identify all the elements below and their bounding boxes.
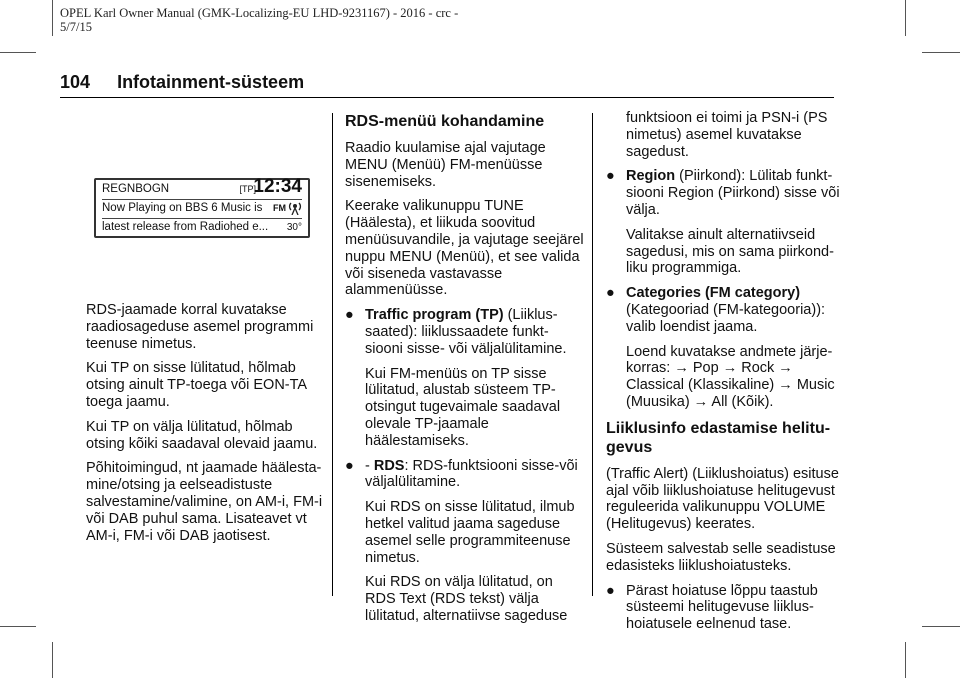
bullet-label: Traffic program (TP) — [365, 307, 504, 324]
print-header-line1: OPEL Karl Owner Manual (GMK-Localizing-EU LHD-9231167) - 2016 - crc - — [60, 6, 459, 20]
column-divider — [332, 113, 333, 596]
bullet-icon: ● — [606, 285, 615, 302]
crop-mark — [52, 642, 53, 678]
paragraph: funktsioon ei toimi ja PSN-i (PS nimetus) asemel kuvatakse sagedust. — [626, 110, 828, 160]
radiotext: latest release from Radiohed e... — [102, 221, 269, 233]
paragraph: Valitakse ainult alternatiivseid sagedusi, mis on sama piirkond-liku programmiga. — [626, 226, 834, 277]
crop-mark — [905, 0, 906, 36]
bullet-text: Pärast hoiatuse lõppu taastub süsteemi helitugevuse liiklus-hoiatusele eelnenud tase. — [626, 582, 818, 633]
paragraph: Süsteem salvestab selle seadistuse edasisteks liiklushoiatusteks. — [606, 540, 836, 574]
band-label: FM — [273, 203, 286, 213]
crop-mark — [52, 0, 53, 36]
bullet-label: RDS — [373, 457, 405, 474]
bullet-label: Region — [626, 168, 676, 185]
header-rule — [60, 97, 834, 98]
bullet-item — [606, 168, 842, 218]
crop-mark — [922, 52, 960, 53]
print-header — [60, 6, 458, 34]
paragraph: Kui TP on välja lülitatud, hõlmab otsing kõiki saadaval olevaid jaamu. — [86, 418, 318, 452]
bullet-icon: ● — [345, 457, 354, 474]
crop-mark — [0, 52, 36, 53]
crop-mark — [905, 642, 906, 678]
page-heading — [60, 72, 304, 93]
bullet-item — [345, 307, 585, 357]
paragraph: Raadio kuulamise ajal vajutage MENU (Menüü) FM-menüüsse sisenemiseks. — [345, 140, 546, 190]
bullet-item — [345, 458, 585, 492]
crop-mark — [922, 626, 960, 627]
bullet-item — [606, 285, 842, 335]
column-1 — [86, 302, 326, 552]
paragraph: (Traffic Alert) (Liiklushoiatus) esituse ajal võib liiklushoiatuse helitugevust reguleerida valikunuppu VOLUME (Helitugevus) keerates. — [606, 465, 839, 533]
crop-mark — [0, 626, 36, 627]
bullet-text: : RDS-funktsiooni sisse-või väljalülitamine. — [365, 457, 578, 491]
column-2 — [345, 112, 585, 633]
bullet-label: Categories (FM category) — [626, 285, 801, 302]
section-heading: RDS-menüü kohandamine — [345, 113, 545, 130]
display-row-station — [102, 176, 302, 200]
column-3 — [606, 110, 842, 641]
bullet-text: (Kategooriad (FM-kategooria)): valib loendist jaama. — [626, 301, 826, 335]
bullet-prefix: - — [365, 457, 374, 474]
paragraph: RDS-jaamade korral kuvatakse raadiosageduse asemel programmi teenuse nimetus. — [86, 302, 314, 352]
page-number: 104 — [60, 72, 91, 92]
paragraph: Kui RDS on sisse lülitatud, ilmub hetkel valitud jaama sageduse asemel selle programmiteenuse nimetus. — [365, 499, 575, 566]
section-heading: Liiklusinfo edastamise helitu-gevus — [606, 419, 831, 456]
bullet-icon: ● — [606, 168, 615, 185]
section-title: Infotainment-süsteem — [117, 72, 305, 92]
paragraph: Kui FM-menüüs on TP sisse lülitatud, alustab süsteem TP-otsingut tugevaimale saadaval olevale TP-jaamale häälestamiseks. — [365, 365, 561, 449]
paragraph: Kui RDS on välja lülitatud, on RDS Text (RDS tekst) välja lülitatud, alternatiivse sageduse — [365, 574, 568, 624]
print-header-line2: 5/7/15 — [60, 20, 92, 34]
bullet-item — [606, 583, 842, 633]
station-name: REGNBOGN — [102, 183, 170, 195]
paragraph: Loend kuvatakse andmete järje-korras: → Pop → Rock → Classical (Klassikaline) → Music (Muusika) → All (Kõik). — [626, 343, 835, 410]
bullet-icon: ● — [606, 582, 615, 599]
display-row-nowplaying — [102, 199, 302, 219]
now-playing-text: Now Playing on BBS 6 Music is — [102, 202, 263, 214]
clock: 12:34 — [253, 176, 302, 197]
paragraph: Kui TP on sisse lülitatud, hõlmab otsing ainult TP-toega või EON-TA toega jaamu. — [86, 360, 307, 410]
temperature: 30° — [286, 222, 302, 233]
display-row-radiotext — [102, 218, 302, 237]
bullet-icon: ● — [345, 307, 354, 324]
bullet-text: (Liiklus-saated): liiklussaadete funkt-siooni sisse- või väljalülitamine. — [365, 307, 567, 357]
tp-badge: [TP] — [239, 184, 256, 194]
column-divider — [592, 113, 593, 596]
paragraph: Keerake valikunuppu TUNE (Häälesta), et liikuda soovitud menüüsuvandile, ja vajutage seejärel nuppu MENU (Menüü), et see valida või siseneda vastavasse alammenüüsse. — [345, 198, 584, 299]
radio-display — [94, 178, 310, 238]
bullet-text: (Piirkond): Lülitab funkt-siooni Region (Piirkond) sisse või välja. — [626, 168, 840, 218]
paragraph: Põhitoimingud, nt jaamade häälesta-mine/otsing ja eelseadistuste salvestamine/valimine, on AM-i, FM-i või DAB puhul sama. Lisateavet vt AM-i, FM-i või DAB jaotisest. — [86, 460, 323, 544]
